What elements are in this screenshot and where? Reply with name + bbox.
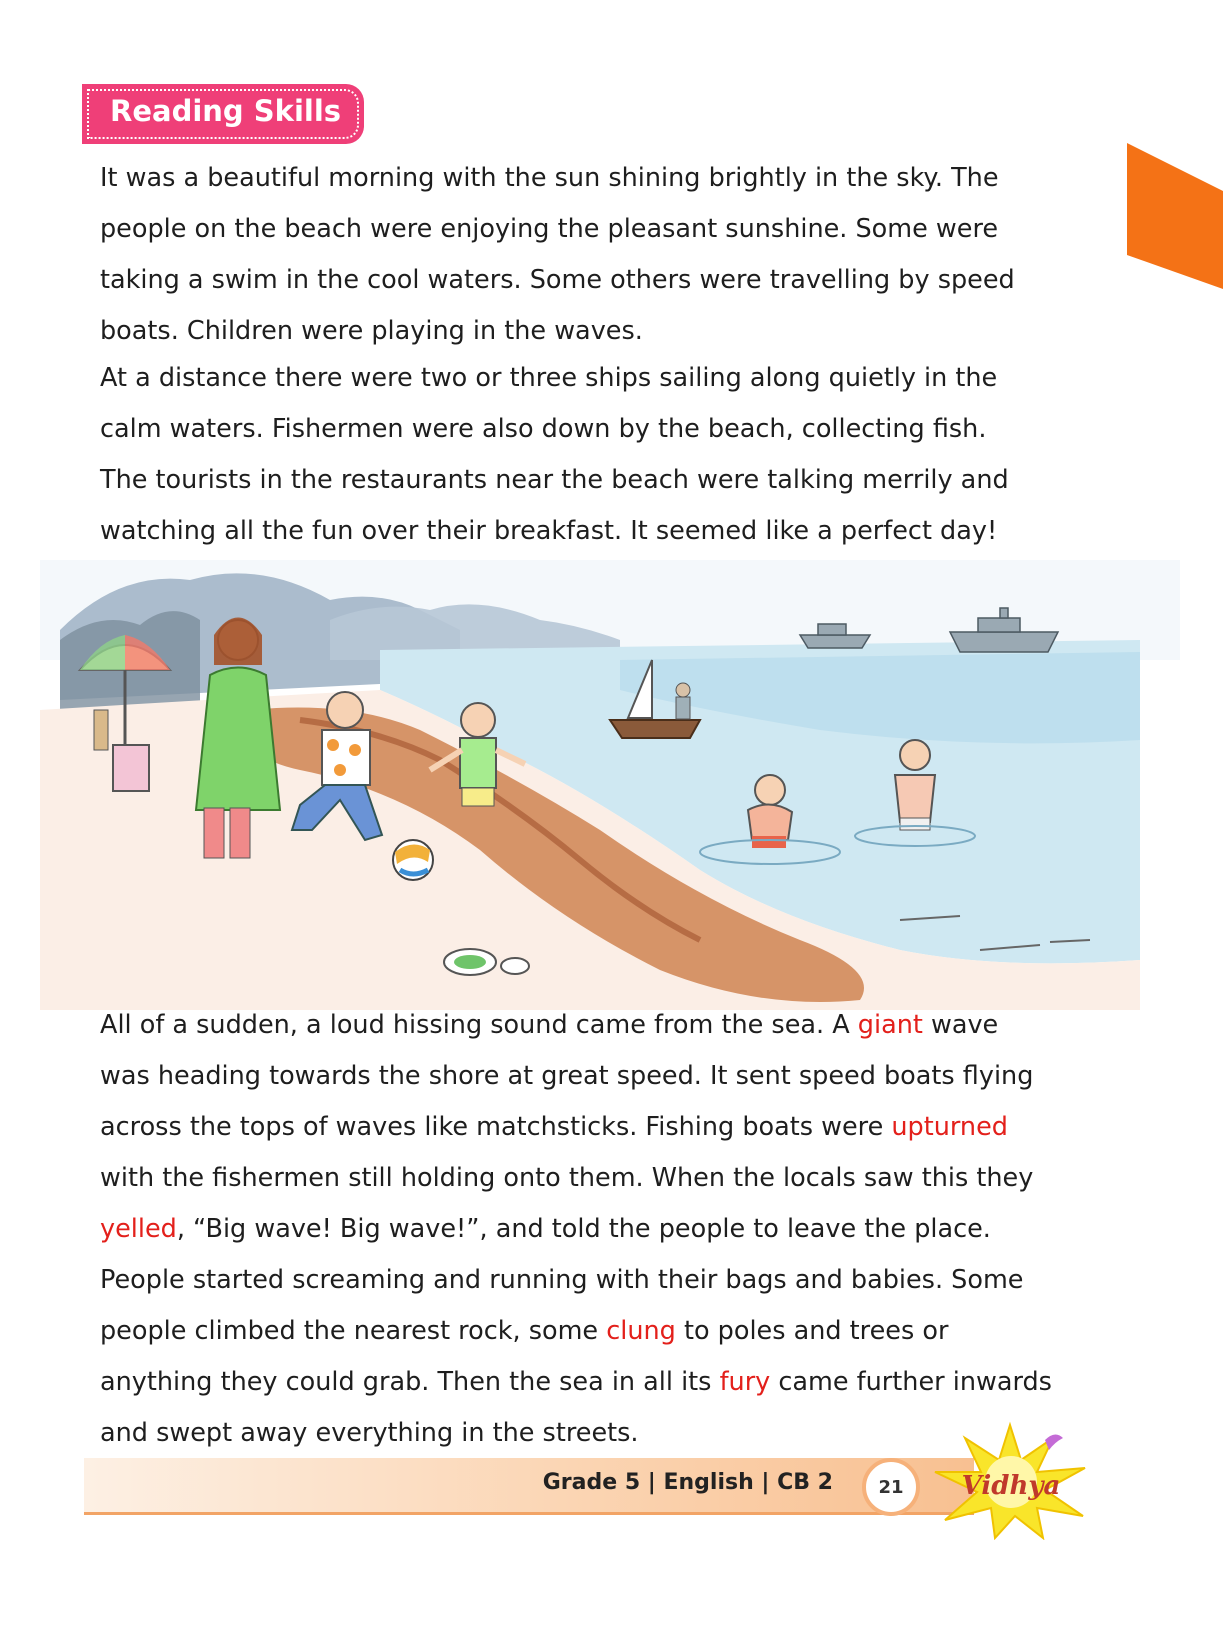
text-line: people on the beach were enjoying the pleasant sunshine. Some were [100, 214, 999, 244]
text-line: boats. Children were playing in the waves. [100, 316, 643, 346]
text-segment: anything they could grab. Then the sea in all its [100, 1367, 720, 1397]
text-line: The tourists in the restaurants near the beach were talking merrily and [100, 465, 1009, 495]
text-line [100, 1204, 1110, 1255]
passage-paragraph-2 [100, 353, 1110, 557]
text-line: with the fishermen still holding onto them. When the locals saw this they [100, 1163, 1034, 1193]
text-segment: wave [922, 1010, 999, 1040]
text-line: was heading towards the shore at great speed. It sent speed boats flying [100, 1061, 1034, 1091]
text-segment: All of a sudden, a loud hissing sound came from the sea. A [100, 1010, 858, 1040]
page-number: 21 [862, 1458, 920, 1516]
text-line [100, 1306, 1110, 1357]
logo-text: Vidhya [961, 1471, 1061, 1501]
text-line: and swept away everything in the streets. [100, 1418, 639, 1448]
vocab-word-giant: giant [857, 1010, 923, 1040]
text-line: taking a swim in the cool waters. Some others were travelling by speed [100, 265, 1015, 295]
vocab-word-fury: fury [719, 1367, 771, 1397]
text-line: It was a beautiful morning with the sun shining brightly in the sky. The [100, 163, 999, 193]
section-heading: Reading Skills [110, 94, 342, 128]
text-segment: came further inwards [770, 1367, 1052, 1397]
text-line: People started screaming and running with their bags and babies. Some [100, 1265, 1024, 1295]
vocab-word-clung: clung [606, 1316, 676, 1346]
beach-scene-illustration [0, 540, 1223, 1010]
vidhya-logo [925, 1420, 1095, 1540]
text-segment: to poles and trees or [675, 1316, 949, 1346]
footer-course-label: Grade 5 | English | CB 2 [542, 1470, 833, 1495]
corner-tab-decoration [1127, 143, 1223, 289]
text-line [100, 1000, 1110, 1051]
text-segment: people climbed the nearest rock, some [100, 1316, 607, 1346]
section-heading-tag [82, 84, 364, 144]
vocab-word-upturned: upturned [891, 1112, 1008, 1142]
passage-paragraph-3 [100, 1000, 1110, 1459]
text-segment: across the tops of waves like matchsticks. Fishing boats were [100, 1112, 892, 1142]
text-line [100, 1357, 1110, 1408]
passage-paragraph-1 [100, 153, 1110, 357]
text-line [100, 1102, 1110, 1153]
text-line: At a distance there were two or three ships sailing along quietly in the [100, 363, 998, 393]
text-line: watching all the fun over their breakfast. It seemed like a perfect day! [100, 516, 998, 546]
vocab-word-yelled: yelled [100, 1214, 177, 1244]
footer-band [84, 1458, 974, 1515]
text-line: calm waters. Fishermen were also down by the beach, collecting fish. [100, 414, 987, 444]
text-segment: , “Big wave! Big wave!”, and told the people to leave the place. [176, 1214, 991, 1244]
